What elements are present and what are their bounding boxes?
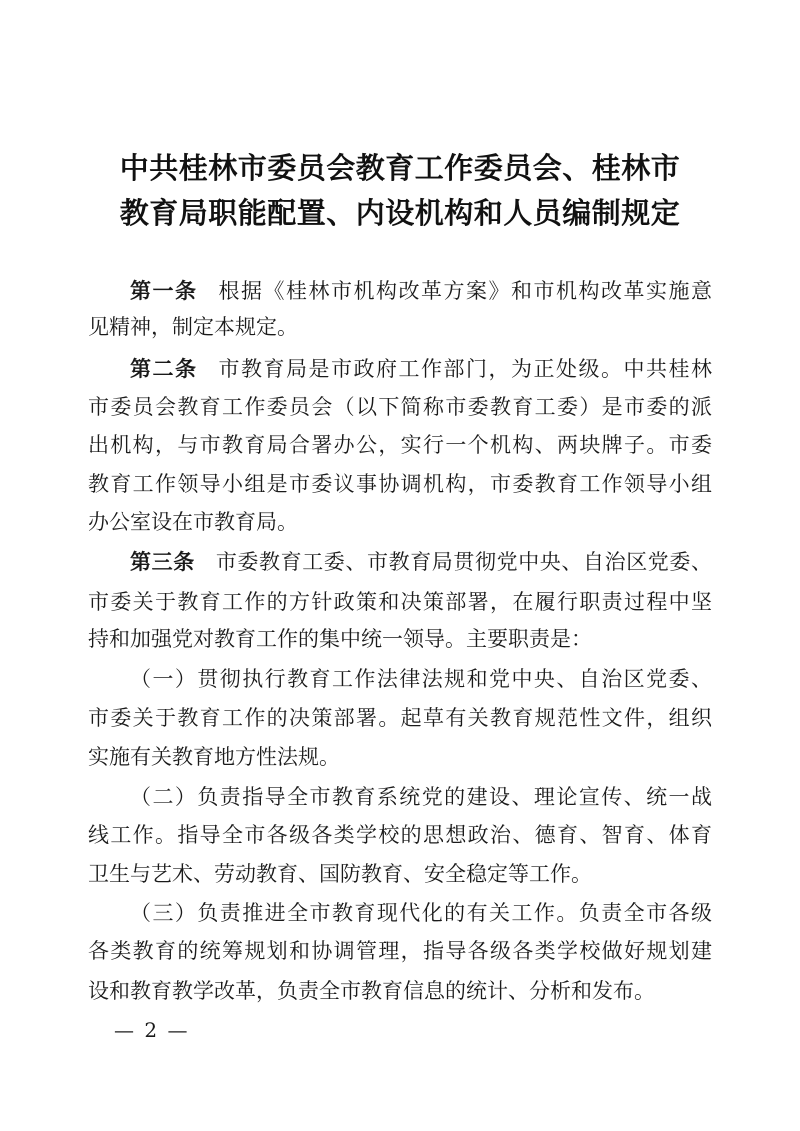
article-1-text-1: 根据《桂林市机构改革方案》和市机构改革实施意 — [218, 279, 712, 303]
item-1-line-2: 市委关于教育工作的决策部署。起草有关教育规范性文件，组织 — [88, 706, 712, 730]
article-2-line-1 — [130, 356, 712, 382]
article-2-line-3: 出机构，与市教育局合署办公，实行一个机构、两块牌子。市委 — [88, 433, 712, 457]
article-2-line-2: 市委员会教育工作委员会（以下简称市委教育工委）是市委的派 — [88, 395, 712, 419]
article-1-label: 第一条 — [130, 278, 198, 303]
document-title-line-1: 中共桂林市委员会教育工作委员会、桂林市 — [119, 151, 681, 185]
item-3-line-2: 各类教育的统筹规划和协调管理，指导各级各类学校做好规划建 — [88, 939, 712, 963]
item-2-line-1: （二）负责指导全市教育系统党的建设、理论宣传、统一战 — [130, 785, 712, 809]
item-3-line-1: （三）负责推进全市教育现代化的有关工作。负责全市各级 — [130, 901, 712, 925]
item-2-line-3: 卫生与艺术、劳动教育、国防教育、安全稳定等工作。 — [88, 862, 592, 886]
article-1-line-2: 见精神，制定本规定。 — [88, 315, 298, 339]
item-1-line-3: 实施有关教育地方性法规。 — [88, 745, 340, 769]
page-number: — 2 — — [114, 1018, 190, 1042]
article-3-line-1 — [130, 549, 712, 575]
article-2-line-4: 教育工作领导小组是市委议事协调机构，市委教育工作领导小组 — [88, 472, 712, 496]
article-1-line-1 — [130, 278, 712, 304]
article-3-text-1: 市委教育工委、市教育局贯彻党中央、自治区党委、 — [215, 550, 713, 574]
article-3-line-3: 持和加强党对教育工作的集中统一领导。主要职责是： — [88, 627, 592, 651]
article-3-line-2: 市委关于教育工作的方针政策和决策部署，在履行职责过程中坚 — [88, 590, 712, 614]
article-2-line-5: 办公室设在市教育局。 — [88, 510, 298, 534]
article-3-label: 第三条 — [130, 549, 195, 574]
document-title-line-2: 教育局职能配置、内设机构和人员编制规定 — [119, 196, 681, 230]
item-1-line-1: （一）贯彻执行教育工作法律法规和党中央、自治区党委、 — [130, 667, 712, 691]
article-2-text-1: 市教育局是市政府工作部门，为正处级。中共桂林 — [218, 357, 712, 381]
item-2-line-2: 线工作。指导全市各级各类学校的思想政治、德育、智育、体育 — [88, 823, 712, 847]
article-2-label: 第二条 — [130, 356, 198, 381]
item-3-line-3: 设和教育教学改革，负责全市教育信息的统计、分析和发布。 — [88, 979, 655, 1003]
